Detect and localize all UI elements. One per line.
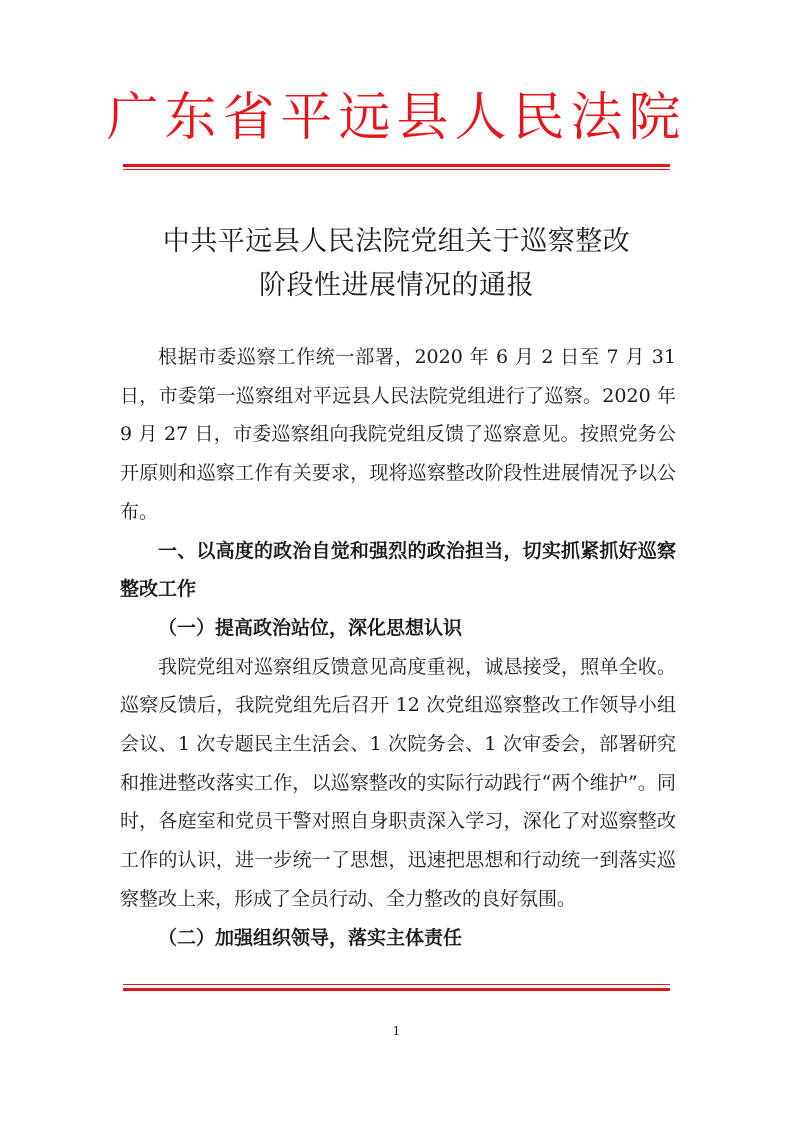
header-divider-thick xyxy=(123,164,670,167)
masthead-title: 广东省平远县人民法院 xyxy=(106,88,687,148)
document-body xyxy=(120,338,676,957)
footer-divider-thick xyxy=(123,988,670,991)
subsection-heading-2: （二）加强组织领导，落实主体责任 xyxy=(158,926,463,949)
page-number: 1 xyxy=(392,1024,401,1038)
document-title-line-1: 中共平远县人民法院党组关于巡察整改 xyxy=(162,226,631,257)
subsection-1-paragraph: 我院党组对巡察组反馈意见高度重视，诚恳接受，照单全收。巡察反馈后，我院党组先后召开 12 次党组巡察整改工作领导小组会议、1 次专题民主生活会、1 次院务会、1 次审委会，部署研究和推进整改落实工作，以巡察整改的实际行动践行“两个维护”。同时，各庭室和党员干警对照自身职责深入学习，深化了对巡察整改工作的认识，进一步统一了思想，迅速把思想和行动统一到落实巡察整改上来，形成了全员行动、全力整改的良好氛围。 xyxy=(120,655,676,910)
document-title-line-2: 阶段性进展情况的通报 xyxy=(259,270,534,301)
document-title xyxy=(0,220,793,308)
header-divider-thin xyxy=(123,169,670,170)
section-heading-1: 一、以高度的政治自觉和强烈的政治担当，切实抓紧抓好巡察整改工作 xyxy=(120,539,676,601)
footer-divider-thin xyxy=(123,984,670,985)
intro-paragraph: 根据市委巡察工作统一部署，2020 年 6 月 2 日至 7 月 31 日，市委第一巡察组对平远县人民法院党组进行了巡察。2020 年 9 月 27 日，市委巡察组向我院党组反馈了巡察意见。按照党务公开原则和巡察工作有关要求，现将巡察整改阶段性进展情况予以公布。 xyxy=(120,346,676,523)
subsection-heading-1: （一）提高政治站位，深化思想认识 xyxy=(158,616,463,639)
